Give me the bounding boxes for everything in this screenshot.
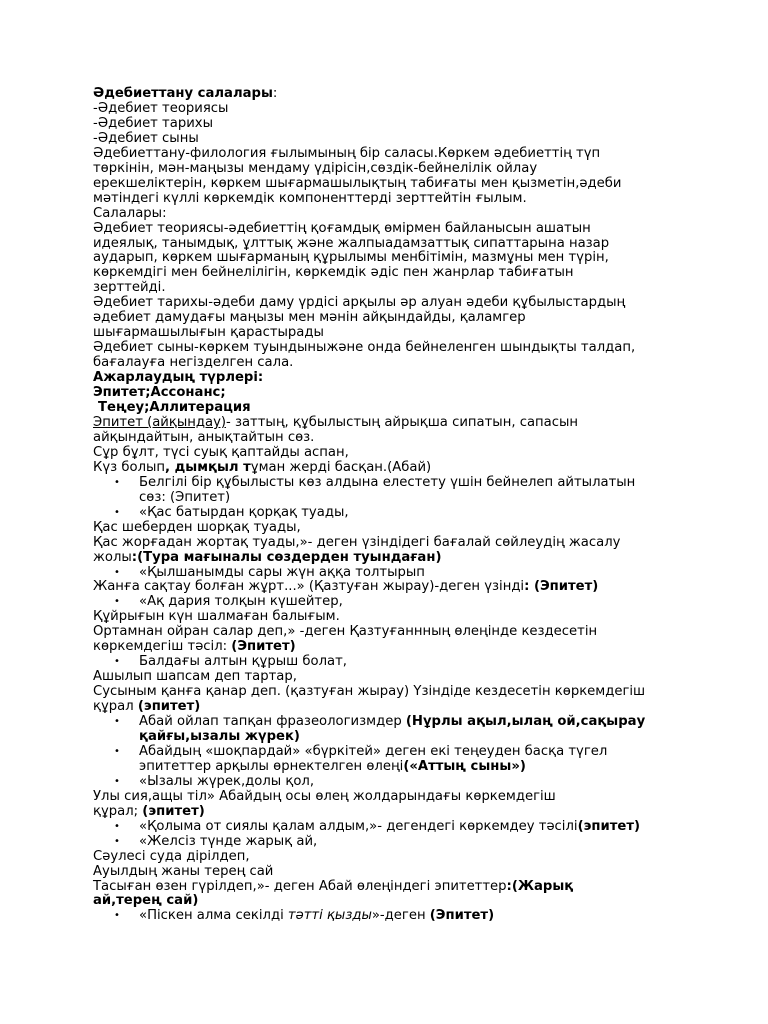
verse-line: Күз болып, дымқыл тұман жерді басқан.(Абай) <box>93 459 432 475</box>
verse-line: Ауылдың жаны терең сай <box>93 863 274 879</box>
verse-line: Сәулесі суда дірілдеп, <box>93 848 250 864</box>
verse-line: көркемдегіш тәсіл: (Эпитет) <box>93 639 296 655</box>
bullet-icon: • <box>114 596 120 608</box>
criticism-line: бағалауға негізделген сала. <box>93 355 294 371</box>
history-line: шығармашылығын қарастырады <box>93 325 324 341</box>
document-body <box>93 87 693 924</box>
criticism-line: Әдебиет сыны-көркем туындыныжәне онда бейнеленген шындықты талдап, <box>93 340 636 356</box>
definition-line: Әдебиеттану-филология ғылымының бір саласы.Көркем әдебиеттің түп <box>93 145 601 161</box>
theory-line: зерттейді. <box>93 280 166 296</box>
verse-line: Жанға сақтау болған жұрт...» (Қазтуған жырау)-деген үзінді: (Эпитет) <box>93 579 599 595</box>
theory-line: көркемдігі мен бейнелілігін, көркемдік әдіс пен жанрлар табиғатын <box>93 265 574 281</box>
definition-line: ерекшеліктерін, көркем шығармашылықтың табиғаты мен қызметін,әдеби <box>93 175 622 191</box>
bullet-item: • «Піскен алма секілді тәтті қызды»-деген (Эпитет) <box>114 908 495 924</box>
definition-line: төркінін, мән-маңызы мендаму үдірісін,сөздік-бейнелілік ойлау <box>93 160 538 176</box>
bullet-icon: • <box>114 476 120 488</box>
verse-line: құрал; (эпитет) <box>93 803 205 819</box>
heading-line: Әдебиеттану салалары: <box>93 86 278 101</box>
bullet-item: • «Ақ дария толқын күшейтер, <box>114 594 343 610</box>
bullet-icon: • <box>114 716 120 728</box>
epithet-term: Эпитет (айқындау) <box>93 414 227 430</box>
history-line: әдебиет дамудағы маңызы мен мәнін айқындайды, қаламгер <box>93 310 526 326</box>
verse-line: Ортамнан ойран салар деп,» -деген Қазтуғаннның өлеңінде кездесетін <box>93 624 598 640</box>
bullet-item: • «Желсіз түнде жарық ай, <box>114 833 318 849</box>
bullet-icon: • <box>114 775 120 787</box>
verse-line: Қас шеберден шорқақ туады, <box>93 519 301 535</box>
bullet-item: • «Қылшанымды сары жүн аққа толтырып <box>114 564 425 580</box>
verse-line: Сусыным қанға қанар деп. (қазтуған жырау) Үзіндіде кездесетін көркемдегіш <box>93 684 646 700</box>
bullet-icon: • <box>114 506 120 518</box>
list-item: -Әдебиет теориясы <box>93 100 229 116</box>
verse-line: Құйрығын күн шалмаған балығым. <box>93 609 340 625</box>
verse-line: ай,терең сай) <box>93 893 199 909</box>
bullet-item: • Абай ойлап тапқан фразеологизмдер (Нұрлы ақыл,ылаң ой,сақырау қайғы,ызалы жүрек) <box>114 714 646 744</box>
verse-line: Қас жорғадан жортақ туады,»- деген үзіндідегі бағалай сөйлеудің жасалу <box>93 534 621 550</box>
theory-line: Әдебиет теориясы-әдебиеттің қоғамдық өмірмен байланысын ашатын <box>93 220 591 236</box>
bullet-item: • Абайдың «шоқпардай» «бүркітей» деген екі теңеуден басқа түгел эпитеттер арқылы өрнектелген өлеңі(«Аттың сыны») <box>114 743 608 774</box>
types-line: Теңеу;Аллитерация <box>98 400 251 416</box>
theory-line: аударып, көркем шығарманың құрылымы менбітімін, мазмұны мен түрін, <box>93 250 609 266</box>
definition-line: мәтіндегі күллі көркемдік компоненттерді зерттейтін ғылым. <box>93 190 527 206</box>
theory-line: идеялық, танымдық, ұлттық және жалпыадамзаттық сипаттарына назар <box>93 235 610 251</box>
bullet-icon: • <box>114 820 120 832</box>
verse-line: Ашылып шапсам деп тартар, <box>93 669 297 685</box>
types-heading: Ажарлаудың түрлері: <box>93 370 264 386</box>
epithet-definition-cont: айқындайтын, анықтайтын сөз. <box>93 429 315 445</box>
bullet-item: • Белгілі бір құбылысты көз алдына елестету үшін бейнелеп айтылатын сөз: (Эпитет) <box>114 474 636 505</box>
bullet-icon: • <box>114 656 120 668</box>
bullet-icon: • <box>114 745 120 757</box>
verse-line: Тасыған өзен гүрілдеп,»- деген Абай өлеңіндегі эпитеттер:(Жарық <box>93 878 574 894</box>
verse-line: Улы сия,ащы тіл» Абайдың осы өлең жолдарындағы көркемдегіш <box>93 788 556 804</box>
list-item: -Әдебиет тарихы <box>93 115 213 131</box>
verse-line: құрал (эпитет) <box>93 699 201 715</box>
bullet-icon: • <box>114 910 120 922</box>
page-heading: Әдебиеттану салалары <box>93 86 273 101</box>
types-line: Эпитет;Ассонанс; <box>93 385 226 401</box>
bullet-icon: • <box>114 566 120 578</box>
bullet-item: • «Ызалы жүрек,долы қол, <box>114 773 315 789</box>
verse-line: жолы:(Тура мағыналы сөздерден туындаған) <box>93 549 442 565</box>
history-line: Әдебиет тарихы-әдеби даму үрдісі арқылы әр алуан әдеби құбылыстардың <box>93 295 626 311</box>
bullet-item: • «Қас батырдан қорқақ туады, <box>114 504 349 520</box>
section-label: Салалары: <box>93 205 167 221</box>
bullet-item: • Балдағы алтын құрыш болат, <box>114 654 347 670</box>
epithet-definition: Эпитет (айқындау)- заттың, құбылыстың айрықша сипатын, сапасын <box>93 414 579 430</box>
bullet-icon: • <box>114 835 120 847</box>
bullet-item: • «Қолыма от сиялы қалам алдым,»- дегендегі көркемдеу тәсілі(эпитет) <box>114 818 641 834</box>
verse-line: Сұр бұлт, түсі суық қаптайды аспан, <box>93 444 349 460</box>
list-item: -Әдебиет сыны <box>93 130 199 146</box>
